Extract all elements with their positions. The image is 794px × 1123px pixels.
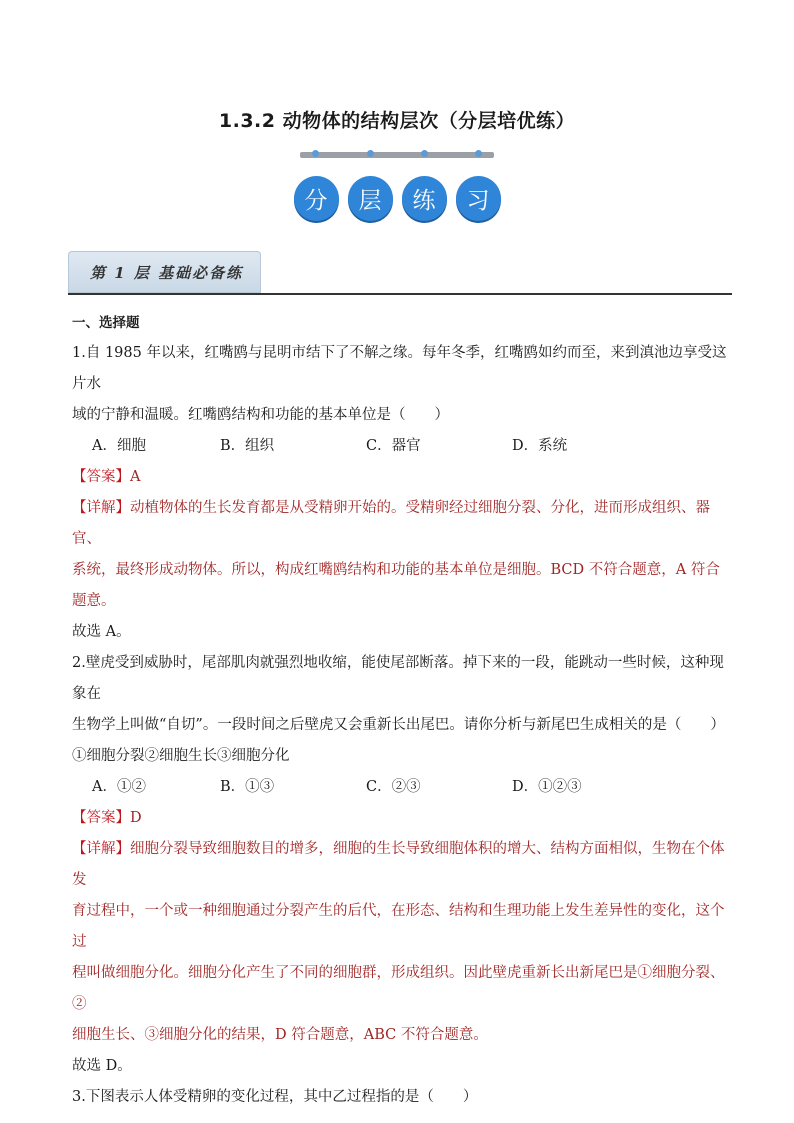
hanger-peg [312, 150, 319, 157]
option-d: D．①②③ [512, 779, 582, 795]
detail-label: 【详解】 [72, 841, 130, 857]
question-stem-line: 生物学上叫做“自切”。一段时间之后壁虎又会重新长出尾巴。请你分析与新尾巴生成相关的是（ ） [72, 717, 725, 733]
detail-label: 【详解】 [72, 500, 130, 516]
option-a: A．细胞 [92, 438, 146, 454]
option-a: A．①② [92, 779, 146, 795]
title-badges [0, 176, 794, 221]
option-c: C．②③ [366, 779, 421, 795]
answer-value: D [130, 810, 142, 826]
section-tab [68, 251, 261, 293]
section-tab-label: 第 1 层 基础必备练 [90, 264, 244, 282]
badge-ceng: 层 [348, 176, 393, 221]
detail-line: 育过程中，一个或一种细胞通过分裂产生的后代，在形态、结构和生理功能上发生差异性的变化，这个过 [72, 903, 725, 950]
question-stem-line: 1.自 1985 年以来，红嘴鸥与昆明市结下了不解之缘。每年冬季，红嘴鸥如约而至，来到滇池边享受这片水 [72, 345, 727, 392]
question-stem-line: 域的宁静和温暖。红嘴鸥结构和功能的基本单位是（ ） [72, 407, 449, 423]
answer-label: 【答案】 [72, 810, 130, 826]
option-c: C．器官 [366, 438, 421, 454]
hanger-peg [421, 150, 428, 157]
option-b: B．①③ [220, 779, 275, 795]
badge-hanger-bar [300, 152, 494, 158]
badge-xi: 习 [456, 176, 501, 221]
detail-line: 系统，最终形成动物体。所以，构成红嘴鸥结构和功能的基本单位是细胞。BCD 不符合题意，A 符合题意。 [72, 562, 720, 609]
hanger-peg [367, 150, 374, 157]
question-stem-line: ①细胞分裂②细胞生长③细胞分化 [72, 748, 290, 764]
section-divider [68, 293, 732, 295]
detail-line: 程叫做细胞分化。细胞分化产生了不同的细胞群，形成组织。因此壁虎重新长出新尾巴是①细胞分裂、② [72, 965, 725, 1012]
answer-value: A [130, 469, 141, 485]
question-1 [72, 338, 732, 648]
option-row [72, 772, 732, 803]
option-d: D．系统 [512, 438, 568, 454]
detail-text: 动植物体的生长发育都是从受精卵开始的。受精卵经过细胞分裂、分化，进而形成组织、器官、 [72, 500, 710, 547]
detail-text: 细胞分裂导致细胞数目的增多，细胞的生长导致细胞体积的增大、结构方面相似，生物在个体发 [72, 841, 725, 888]
detail-line [72, 834, 732, 896]
conclusion-line: 故选 D。 [72, 1058, 132, 1074]
hanger-peg [475, 150, 482, 157]
question-3 [72, 1082, 732, 1113]
question-stem-line: 2.壁虎受到威胁时，尾部肌肉就强烈地收缩，能使尾部断落。掉下来的一段，能跳动一些时候，这种现象在 [72, 655, 724, 702]
badge-fen: 分 [294, 176, 339, 221]
detail-line [72, 493, 732, 555]
page-title: 1.3.2 动物体的结构层次（分层培优练） [218, 110, 576, 132]
question-stem-line: 3.下图表示人体受精卵的变化过程，其中乙过程指的是（ ） [72, 1089, 478, 1105]
option-b: B．组织 [220, 438, 275, 454]
answer-label: 【答案】 [72, 469, 130, 485]
question-2 [72, 648, 732, 1082]
answer-line [72, 462, 732, 493]
conclusion-line: 故选 A。 [72, 624, 131, 640]
detail-line: 细胞生长、③细胞分化的结果，D 符合题意，ABC 不符合题意。 [72, 1027, 488, 1043]
badge-lian: 练 [402, 176, 447, 221]
section-heading: 一、选择题 [72, 315, 140, 331]
answer-line [72, 803, 732, 834]
question-content [72, 310, 732, 1113]
option-row [72, 431, 732, 462]
